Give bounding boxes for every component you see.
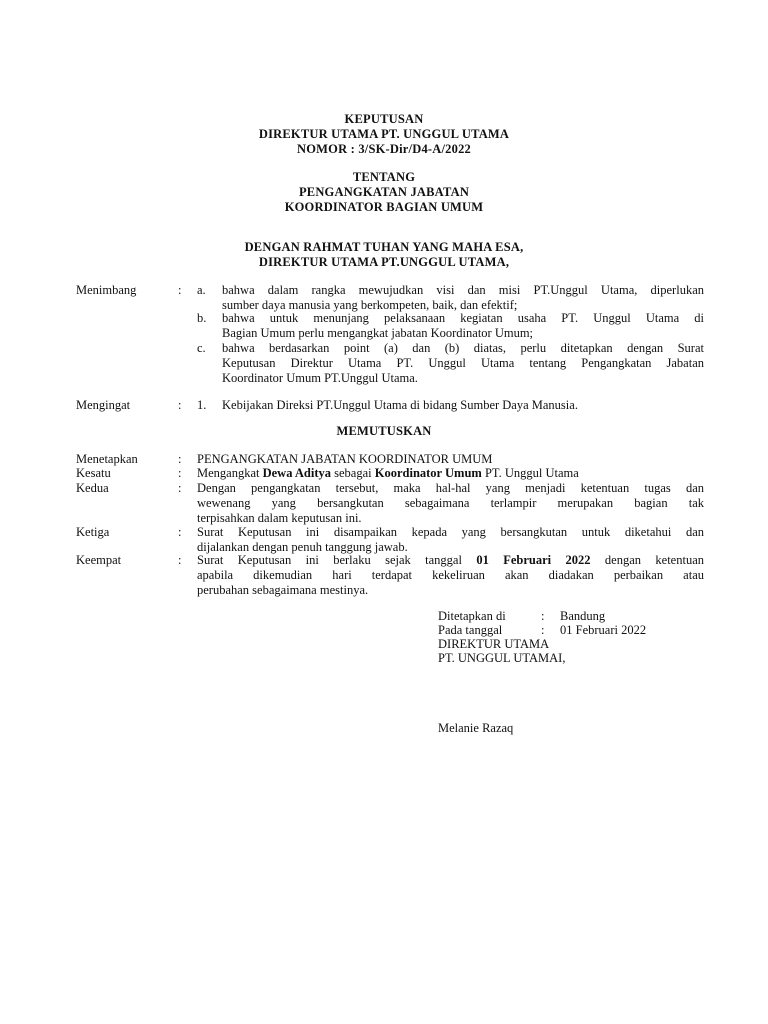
item-text: [222, 311, 704, 341]
mengingat-colon: :: [178, 398, 182, 412]
tanggal-label: Pada tanggal: [438, 623, 503, 637]
menetapkan-colon: :: [178, 452, 182, 466]
text-line: bahwa berdasarkan point (a) dan (b) diatas, perlu ditetapkan dengan Surat: [222, 341, 704, 355]
signer-title: DIREKTUR UTAMA: [438, 637, 550, 651]
mengingat-label: Mengingat: [76, 398, 131, 412]
text-run: Mengangkat: [197, 466, 263, 480]
kedua-colon: :: [178, 481, 182, 495]
item-number: c.: [197, 341, 206, 355]
ditetapkan-label: Ditetapkan di: [438, 609, 506, 623]
menetapkan-text: PENGANGKATAN JABATAN KOORDINATOR UMUM: [197, 452, 493, 466]
ketiga-colon: :: [178, 525, 182, 539]
effective-date: 01 Februari 2022: [476, 553, 591, 567]
tanggal-colon: :: [541, 623, 545, 637]
tanggal-value: 01 Februari 2022: [560, 623, 647, 637]
signer-company: PT. UNGGUL UTAMAI,: [438, 651, 566, 665]
text-line: wewenang yang bersangkutan sebagaimana terlampir merupakan bagian tak: [197, 496, 704, 510]
title-nomor: NOMOR : 3/SK-Dir/D4-A/2022: [297, 142, 471, 156]
text-run: Surat Keputusan ini berlaku sejak tanggal: [197, 553, 477, 567]
text-run: PT. Unggul Utama: [481, 466, 579, 480]
title-pengangkatan: PENGANGKATAN JABATAN: [298, 185, 470, 199]
kesatu-colon: :: [178, 466, 182, 480]
kesatu-text: [197, 466, 704, 481]
text-run: sebagai: [331, 466, 375, 480]
text-line: terpisahkan dalam keputusan ini.: [197, 511, 362, 525]
kedua-label: Kedua: [76, 481, 109, 495]
ketiga-text: [197, 525, 704, 555]
ketiga-label: Ketiga: [76, 525, 110, 539]
item-number: b.: [197, 311, 207, 325]
keempat-label: Keempat: [76, 553, 122, 567]
title-direktur: DIREKTUR UTAMA PT. UNGGUL UTAMA: [258, 127, 510, 141]
item-number: a.: [197, 283, 206, 297]
menimbang-colon: :: [178, 283, 182, 297]
text-line: apabila dikemudian hari terdapat kekeliruan akan diadakan perbaikan atau: [197, 568, 704, 582]
item-text: [222, 341, 704, 386]
keempat-text: [197, 553, 704, 598]
title-direktur-utama: DIREKTUR UTAMA PT.UNGGUL UTAMA,: [258, 255, 510, 269]
appointee-name: Dewa Aditya: [262, 466, 332, 480]
menetapkan-label: Menetapkan: [76, 452, 138, 466]
kesatu-label: Kesatu: [76, 466, 111, 480]
ditetapkan-value: Bandung: [560, 609, 606, 623]
text-line: perubahan sebagaimana mestinya.: [197, 583, 369, 597]
text-run: dengan ketentuan: [590, 553, 704, 567]
text-line: Dengan pengangkatan tersebut, maka hal-hal yang menjadi ketentuan tugas dan: [197, 481, 704, 495]
text-line: bahwa dalam rangka mewujudkan visi dan misi PT.Unggul Utama, diperlukan: [222, 283, 704, 297]
text-line: bahwa untuk menunjang pelaksanaan kegiatan usaha PT. Unggul Utama di: [222, 311, 704, 325]
text-line: Surat Keputusan ini disampaikan kepada yang bersangkutan untuk diketahui dan: [197, 525, 704, 539]
signer-name: Melanie Razaq: [438, 721, 514, 735]
title-keputusan: KEPUTUSAN: [344, 112, 424, 126]
title-tentang: TENTANG: [352, 170, 416, 184]
item-number: 1.: [197, 398, 207, 412]
item-text: [222, 283, 704, 313]
appointee-role: Koordinator Umum: [374, 466, 482, 480]
text-line: dijalankan dengan penuh tanggung jawab.: [197, 540, 408, 554]
text-line: Koordinator Umum PT.Unggul Utama.: [222, 371, 418, 385]
title-rahmat: DENGAN RAHMAT TUHAN YANG MAHA ESA,: [244, 240, 524, 254]
memutuskan-heading: MEMUTUSKAN: [336, 424, 432, 438]
ditetapkan-colon: :: [541, 609, 545, 623]
text-line: sumber daya manusia yang berkompeten, baik, dan efektif;: [222, 298, 518, 312]
kedua-text: [197, 481, 704, 526]
menimbang-label: Menimbang: [76, 283, 137, 297]
keempat-colon: :: [178, 553, 182, 567]
title-koordinator: KOORDINATOR BAGIAN UMUM: [284, 200, 484, 214]
text-line: Keputusan Direktur Utama PT. Unggul Utama tentang Pengangkatan Jabatan: [222, 356, 704, 370]
mengingat-text: Kebijakan Direksi PT.Unggul Utama di bidang Sumber Daya Manusia.: [222, 398, 578, 412]
text-line: [197, 553, 704, 568]
text-line: Bagian Umum perlu mengangkat jabatan Koordinator Umum;: [222, 326, 534, 340]
